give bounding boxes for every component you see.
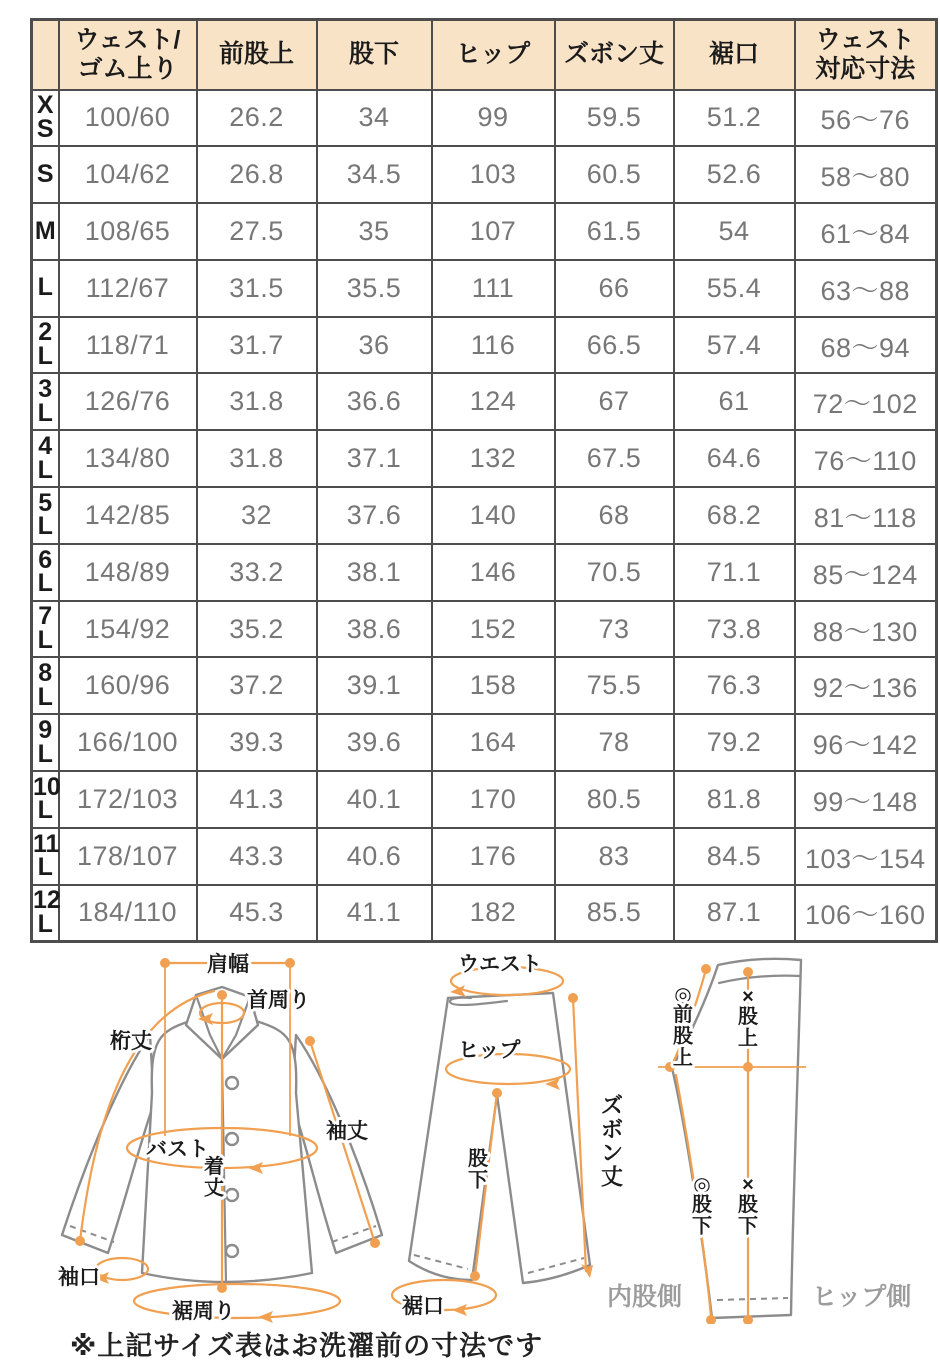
table-cell: 35.5 xyxy=(317,260,432,317)
table-cell: 59.5 xyxy=(555,90,674,147)
table-cell: 92〜136 xyxy=(795,657,937,714)
table-cell: 40.6 xyxy=(317,828,432,885)
table-cell: 104/62 xyxy=(59,146,197,203)
table-cell: 35 xyxy=(317,203,432,260)
table-cell: 160/96 xyxy=(59,657,197,714)
table-row xyxy=(32,544,937,601)
hem-opening-label: 裾口 xyxy=(402,1295,444,1318)
table-cell: 132 xyxy=(432,430,555,487)
table-cell: 75.5 xyxy=(555,657,674,714)
table-cell: 76〜110 xyxy=(795,430,937,487)
table-cell: 68.2 xyxy=(674,487,795,544)
table-cell: 73.8 xyxy=(674,601,795,658)
column-header: ズボン丈 xyxy=(555,20,674,90)
table-cell: 118/71 xyxy=(59,317,197,374)
hem-ellipse xyxy=(134,1284,340,1318)
table-cell: 68〜94 xyxy=(795,317,937,374)
table-row xyxy=(32,828,937,885)
table-cell: 83 xyxy=(555,828,674,885)
size-table xyxy=(30,18,938,943)
inseam-b-mark: × xyxy=(742,1174,754,1196)
table-cell: 41.1 xyxy=(317,885,432,942)
table-cell: 87.1 xyxy=(674,885,795,942)
table-cell: 78 xyxy=(555,714,674,771)
table-cell: 140 xyxy=(432,487,555,544)
table-cell: 61 xyxy=(674,373,795,430)
table-cell: 85〜124 xyxy=(795,544,937,601)
size-row-label: 12 L xyxy=(32,885,59,942)
shirt-left-sleeve xyxy=(62,1035,154,1253)
table-cell: 142/85 xyxy=(59,487,197,544)
shoulder-width-label: 肩幅 xyxy=(207,953,249,976)
table-cell: 57.4 xyxy=(674,317,795,374)
measurement-diagrams xyxy=(0,943,940,1324)
pants-front-outline xyxy=(409,993,590,1283)
shirt-button xyxy=(226,1189,238,1201)
table-cell: 79.2 xyxy=(674,714,795,771)
shirt-button xyxy=(226,1077,238,1089)
table-cell: 39.6 xyxy=(317,714,432,771)
inseam-a-label: 股下 xyxy=(692,1194,712,1238)
table-cell: 41.3 xyxy=(197,771,317,828)
table-row xyxy=(32,90,937,147)
table-cell: 51.2 xyxy=(674,90,795,147)
pants-side-diagram xyxy=(607,959,911,1324)
table-cell: 34.5 xyxy=(317,146,432,203)
table-cell: 33.2 xyxy=(197,544,317,601)
table-cell: 112/67 xyxy=(59,260,197,317)
table-cell: 126/76 xyxy=(59,373,197,430)
table-row xyxy=(32,146,937,203)
table-cell: 76.3 xyxy=(674,657,795,714)
table-cell: 182 xyxy=(432,885,555,942)
size-row-label: 5 L xyxy=(32,487,59,544)
table-cell: 111 xyxy=(432,260,555,317)
table-cell: 37.2 xyxy=(197,657,317,714)
column-header: ウェスト/ ゴム上り xyxy=(59,20,197,90)
table-cell: 80.5 xyxy=(555,771,674,828)
table-cell: 52.6 xyxy=(674,146,795,203)
table-cell: 71.1 xyxy=(674,544,795,601)
inseam-label: 股下 xyxy=(468,1148,488,1192)
table-cell: 37.1 xyxy=(317,430,432,487)
table-cell: 170 xyxy=(432,771,555,828)
table-cell: 184/110 xyxy=(59,885,197,942)
table-cell: 31.8 xyxy=(197,373,317,430)
table-cell: 124 xyxy=(432,373,555,430)
table-cell: 81〜118 xyxy=(795,487,937,544)
size-table-header xyxy=(32,20,937,90)
table-cell: 103〜154 xyxy=(795,828,937,885)
table-row xyxy=(32,885,937,942)
inner-side-label: 内股側 xyxy=(607,1283,683,1311)
column-header: 裾口 xyxy=(674,20,795,90)
table-cell: 31.5 xyxy=(197,260,317,317)
pants-front-diagram xyxy=(392,953,623,1318)
table-cell: 61.5 xyxy=(555,203,674,260)
table-cell: 36 xyxy=(317,317,432,374)
table-row xyxy=(32,260,937,317)
size-row-label: 2 L xyxy=(32,317,59,374)
bust-label: バスト xyxy=(146,1138,209,1161)
table-cell: 84.5 xyxy=(674,828,795,885)
table-cell: 148/89 xyxy=(59,544,197,601)
column-header: 股下 xyxy=(317,20,432,90)
table-cell: 60.5 xyxy=(555,146,674,203)
table-cell: 58〜80 xyxy=(795,146,937,203)
neck-around-label: 首周り xyxy=(247,989,310,1012)
table-cell: 146 xyxy=(432,544,555,601)
table-cell: 66.5 xyxy=(555,317,674,374)
size-row-label: X S xyxy=(32,90,59,147)
hip-side-label: ヒップ側 xyxy=(812,1283,912,1311)
size-row-label: 11 L xyxy=(32,828,59,885)
table-cell: 106〜160 xyxy=(795,885,937,942)
size-row-label: 4 L xyxy=(32,430,59,487)
body-length-label: 着丈 xyxy=(204,1156,224,1200)
table-cell: 72〜102 xyxy=(795,373,937,430)
size-row-label: 3 L xyxy=(32,373,59,430)
front-rise-label: 前股上 xyxy=(673,1004,693,1070)
table-cell: 166/100 xyxy=(59,714,197,771)
table-cell: 154/92 xyxy=(59,601,197,658)
table-cell: 99 xyxy=(432,90,555,147)
table-cell: 56〜76 xyxy=(795,90,937,147)
table-cell: 40.1 xyxy=(317,771,432,828)
table-cell: 66 xyxy=(555,260,674,317)
table-cell: 35.2 xyxy=(197,601,317,658)
table-cell: 27.5 xyxy=(197,203,317,260)
table-cell: 164 xyxy=(432,714,555,771)
size-table-body xyxy=(32,90,937,942)
table-cell: 88〜130 xyxy=(795,601,937,658)
shirt-button xyxy=(226,1133,238,1145)
waist-label: ウエスト xyxy=(458,953,542,976)
table-cell: 31.7 xyxy=(197,317,317,374)
table-cell: 73 xyxy=(555,601,674,658)
table-cell: 38.1 xyxy=(317,544,432,601)
pants-length-label: ズボン丈 xyxy=(601,1093,624,1190)
table-cell: 36.6 xyxy=(317,373,432,430)
table-cell: 85.5 xyxy=(555,885,674,942)
table-row xyxy=(32,373,937,430)
table-cell: 134/80 xyxy=(59,430,197,487)
table-row xyxy=(32,657,937,714)
table-cell: 100/60 xyxy=(59,90,197,147)
front-rise-mark: ◎ xyxy=(674,984,692,1006)
table-cell: 67 xyxy=(555,373,674,430)
table-cell: 38.6 xyxy=(317,601,432,658)
table-cell: 68 xyxy=(555,487,674,544)
size-row-label: 8 L xyxy=(32,657,59,714)
size-row-label: L xyxy=(32,260,59,317)
table-cell: 67.5 xyxy=(555,430,674,487)
rise-label: 股上 xyxy=(738,1006,758,1050)
table-row xyxy=(32,430,937,487)
table-row xyxy=(32,203,937,260)
size-row-label: 10 L xyxy=(32,771,59,828)
size-row-label: 6 L xyxy=(32,544,59,601)
column-header: ヒップ xyxy=(432,20,555,90)
table-cell: 176 xyxy=(432,828,555,885)
size-row-label: 7 L xyxy=(32,601,59,658)
table-cell: 61〜84 xyxy=(795,203,937,260)
table-cell: 107 xyxy=(432,203,555,260)
table-cell: 26.2 xyxy=(197,90,317,147)
table-cell: 158 xyxy=(432,657,555,714)
table-row xyxy=(32,771,937,828)
table-row xyxy=(32,601,937,658)
table-cell: 108/65 xyxy=(59,203,197,260)
corner-header xyxy=(32,20,59,90)
table-cell: 152 xyxy=(432,601,555,658)
sleeve-reach-label: 桁丈 xyxy=(110,1030,152,1053)
table-cell: 43.3 xyxy=(197,828,317,885)
table-cell: 34 xyxy=(317,90,432,147)
table-cell: 32 xyxy=(197,487,317,544)
table-cell: 39.1 xyxy=(317,657,432,714)
table-cell: 45.3 xyxy=(197,885,317,942)
shirt-diagram xyxy=(58,952,382,1323)
cuff-opening-label: 袖口 xyxy=(58,1266,100,1289)
size-row-label: M xyxy=(32,203,59,260)
table-cell: 103 xyxy=(432,146,555,203)
column-header: 前股上 xyxy=(197,20,317,90)
column-header: ウェスト 対応寸法 xyxy=(795,20,937,90)
header-row xyxy=(32,20,937,90)
inseam-a-mark: ◎ xyxy=(693,1174,711,1196)
table-cell: 96〜142 xyxy=(795,714,937,771)
table-cell: 39.3 xyxy=(197,714,317,771)
table-cell: 55.4 xyxy=(674,260,795,317)
table-cell: 70.5 xyxy=(555,544,674,601)
table-cell: 26.8 xyxy=(197,146,317,203)
table-cell: 63〜88 xyxy=(795,260,937,317)
hem-around-label: 裾周り xyxy=(172,1300,235,1323)
shirt-button xyxy=(226,1245,238,1257)
pre-wash-note: ※上記サイズ表はお洗濯前の寸法です xyxy=(70,1331,544,1360)
hip-label: ヒップ xyxy=(458,1039,521,1062)
table-cell: 81.8 xyxy=(674,771,795,828)
size-row-label: 9 L xyxy=(32,714,59,771)
rise-mark: × xyxy=(742,986,754,1008)
size-row-label: S xyxy=(32,146,59,203)
table-cell: 178/107 xyxy=(59,828,197,885)
table-cell: 172/103 xyxy=(59,771,197,828)
table-cell: 54 xyxy=(674,203,795,260)
table-cell: 64.6 xyxy=(674,430,795,487)
table-cell: 116 xyxy=(432,317,555,374)
table-cell: 99〜148 xyxy=(795,771,937,828)
table-cell: 37.6 xyxy=(317,487,432,544)
inseam-b-label: 股下 xyxy=(738,1194,758,1238)
sleeve-length-label: 袖丈 xyxy=(326,1120,368,1143)
table-row xyxy=(32,487,937,544)
table-row xyxy=(32,714,937,771)
table-row xyxy=(32,317,937,374)
table-cell: 31.8 xyxy=(197,430,317,487)
